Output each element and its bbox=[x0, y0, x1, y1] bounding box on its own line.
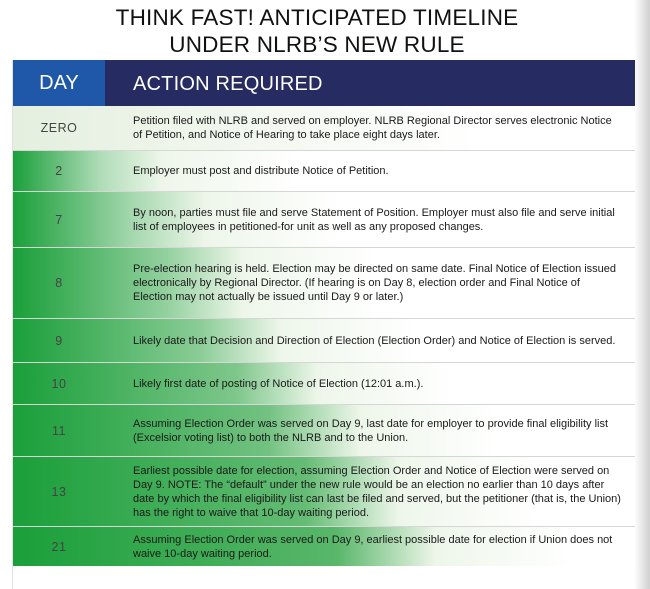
row-action bbox=[105, 457, 635, 526]
row-action-text: By noon, parties must file and serve Statement of Position. Employer must also file and serve initial list of employees in petitioned-for unit as well as any proposed changes. bbox=[133, 206, 615, 233]
row-day: 9 bbox=[55, 333, 63, 348]
row-action bbox=[105, 151, 635, 191]
row-action-text: Earliest possible date for election, assuming Election Order and Notice of Election were served on Day 9. NOTE: The “default” under the new rule would be an election no earlier than 10 days after date by which the final eligibility list can last be filed and served, but the petitioner (that is, the Union) has the right to waive that 10-day waiting period. bbox=[133, 464, 621, 519]
action-column-header: ACTION REQUIRED bbox=[133, 73, 323, 95]
row-action bbox=[105, 319, 635, 362]
table-row bbox=[13, 151, 635, 192]
page-title bbox=[0, 4, 634, 58]
row-day: 7 bbox=[55, 212, 63, 227]
table-body bbox=[13, 106, 635, 566]
title-line-1: THINK FAST! ANTICIPATED TIMELINE bbox=[115, 5, 519, 30]
timeline-table bbox=[12, 60, 635, 589]
row-action bbox=[105, 192, 635, 247]
row-action-text: Employer must post and distribute Notice of Petition. bbox=[133, 165, 389, 177]
table-row bbox=[13, 405, 635, 457]
row-day: 10 bbox=[51, 376, 67, 391]
table-row bbox=[13, 248, 635, 319]
row-action bbox=[105, 405, 635, 456]
row-action bbox=[105, 527, 635, 566]
table-row bbox=[13, 527, 635, 566]
table-row bbox=[13, 363, 635, 405]
row-action bbox=[105, 363, 635, 404]
table-row bbox=[13, 319, 635, 363]
title-line-2: UNDER NLRB’S NEW RULE bbox=[169, 32, 465, 57]
row-action-text: Likely first date of posting of Notice of Election (12:01 a.m.). bbox=[133, 377, 424, 390]
row-day: 11 bbox=[52, 423, 66, 438]
row-action-text: Pre-election hearing is held. Election may be directed on same date. Final Notice of Election issued electronically by Regional Director. (If hearing is on Day 8, election order and Final Notice of Election may not actually be issued until Day 9 or later.) bbox=[133, 263, 617, 303]
row-day: ZERO bbox=[40, 121, 78, 135]
row-day: 13 bbox=[51, 484, 67, 499]
table-row bbox=[13, 192, 635, 248]
table-row bbox=[13, 457, 635, 527]
row-action bbox=[105, 248, 635, 318]
row-action-text: Assuming Election Order was served on Day 9, last date for employer to provide final eligibility list (Excelsior voting list) to both the NLRB and to the Union. bbox=[133, 417, 609, 444]
page-edge-shadow bbox=[634, 0, 650, 589]
row-day: 8 bbox=[55, 276, 63, 290]
row-action bbox=[105, 106, 635, 150]
day-column-header: DAY bbox=[13, 60, 105, 106]
row-day: 2 bbox=[55, 164, 63, 178]
table-row bbox=[13, 106, 635, 151]
row-action-text: Petition filed with NLRB and served on employer. NLRB Regional Director serves electronic Notice of Petition, and Notice of Hearing to take place eight days later. bbox=[133, 115, 612, 141]
row-day: 21 bbox=[51, 539, 67, 554]
row-action-text: Assuming Election Order was served on Day 9, earliest possible date for election if Union does not waive 10-day waiting period. bbox=[133, 533, 613, 560]
table-header bbox=[13, 60, 635, 106]
row-action-text: Likely date that Decision and Direction of Election (Election Order) and Notice of Election is served. bbox=[133, 334, 616, 347]
